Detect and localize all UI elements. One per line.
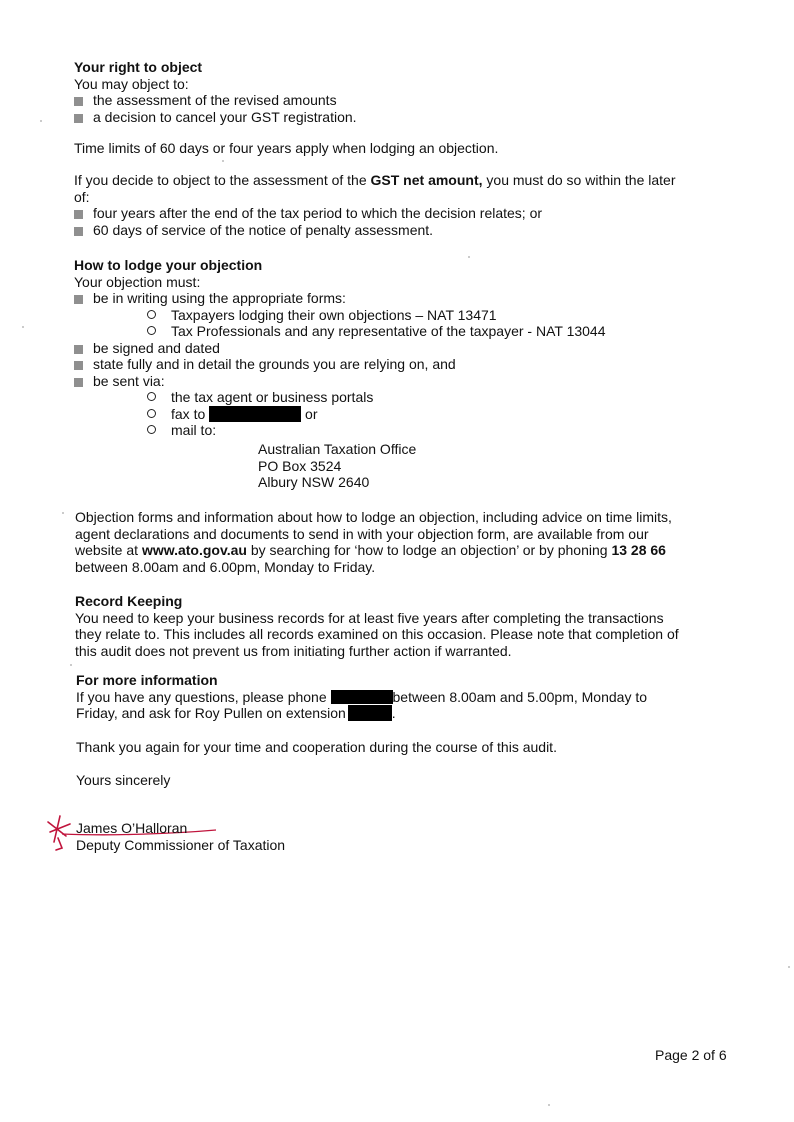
signatory-block — [76, 820, 726, 853]
ato-website-link: www.ato.gov.au — [141, 542, 247, 558]
scan-speck — [70, 664, 72, 666]
sub-list-item: fax to or — [74, 406, 724, 423]
gst-line-1: If you decide to object to the assessment of the GST net amount, you must do so within the later — [74, 172, 676, 188]
list-item: state fully and in detail the grounds you are relying on, and — [74, 356, 724, 373]
how-to-lodge-heading: How to lodge your objection — [74, 257, 263, 273]
sub-list-item: Tax Professionals and any representative of the taxpayer - NAT 13044 — [74, 323, 724, 340]
scan-speck — [548, 1104, 550, 1106]
bullet-square-icon — [74, 97, 83, 106]
bullet-square-icon — [74, 345, 83, 354]
bullet-circle-icon — [147, 392, 156, 401]
mailing-address: Australian Taxation Office PO Box 3524 Albury NSW 2640 — [258, 441, 417, 490]
time-limits-text: Time limits of 60 days or four years apply when lodging an objection. — [74, 140, 499, 156]
list-item: a decision to cancel your GST registration. — [74, 109, 724, 126]
gst-net-amount-section — [74, 172, 724, 238]
list-item: 60 days of service of the notice of penalty assessment. — [74, 222, 724, 239]
bullet-circle-icon — [147, 409, 156, 418]
scan-speck — [222, 160, 224, 162]
scan-speck — [62, 512, 64, 514]
more-info-section: For more information If you have any questions, please phone between 8.00am and 5.00pm, Monday to Friday, and ask for Roy Pullen on extension . — [76, 672, 736, 722]
page-number: Page 2 of 6 — [655, 1047, 727, 1063]
bullet-square-icon — [74, 227, 83, 236]
scan-speck — [788, 966, 790, 968]
sub-list-item: mail to: — [74, 422, 724, 439]
right-to-object-heading: Your right to object — [74, 59, 203, 75]
bullet-square-icon — [74, 210, 83, 219]
redacted-phone-number — [331, 690, 393, 704]
how-to-lodge-section — [74, 257, 724, 439]
redacted-extension — [348, 705, 392, 721]
bullet-circle-icon — [147, 425, 156, 434]
ato-phone-number: 13 28 66 — [611, 542, 666, 558]
sub-list-item: the tax agent or business portals — [74, 389, 724, 406]
right-to-object-section — [74, 59, 724, 125]
list-item: be signed and dated — [74, 340, 724, 357]
bullet-circle-icon — [147, 310, 156, 319]
bullet-circle-icon — [147, 326, 156, 335]
signatory-name: James O’Halloran — [76, 820, 188, 836]
redacted-fax-number — [209, 406, 301, 422]
record-keeping-heading: Record Keeping — [75, 593, 183, 609]
more-info-heading: For more information — [76, 672, 218, 688]
bullet-square-icon — [74, 295, 83, 304]
list-item: be in writing using the appropriate forms: — [74, 290, 724, 307]
thanks-text: Thank you again for your time and cooperation during the course of this audit. — [76, 739, 557, 755]
signatory-title: Deputy Commissioner of Taxation — [76, 836, 286, 853]
sub-list-item: Taxpayers lodging their own objections – NAT 13471 — [74, 307, 724, 324]
bullet-square-icon — [74, 378, 83, 387]
scan-speck — [40, 120, 42, 122]
right-to-object-intro: You may object to: — [74, 75, 189, 92]
scan-speck — [22, 326, 24, 328]
bullet-square-icon — [74, 361, 83, 370]
gst-line-2: of: — [74, 188, 90, 205]
closing-text: Yours sincerely — [76, 772, 171, 788]
list-item: be sent via: — [74, 373, 724, 390]
list-item: four years after the end of the tax period to which the decision relates; or — [74, 205, 724, 222]
scan-speck — [468, 256, 470, 258]
list-item: the assessment of the revised amounts — [74, 92, 724, 109]
record-keeping-section: Record Keeping You need to keep your business records for at least five years after completing the transactions they relate to. This includes all records examined on this occasion. Please note that completion of this audit does not prevent us from initiating further action if warranted. — [75, 593, 735, 659]
bullet-square-icon — [74, 114, 83, 123]
forms-info-paragraph: Objection forms and information about how to lodge an objection, including advice on time limits, agent declarations and documents to send in with your objection form, are available from our website at www.ato.gov.au by searching for ‘how to lodge an objection’ or by phoning 13 28 66 between 8.00am and 6.00pm, Monday to Friday. — [75, 509, 672, 575]
how-to-lodge-intro: Your objection must: — [74, 273, 201, 290]
